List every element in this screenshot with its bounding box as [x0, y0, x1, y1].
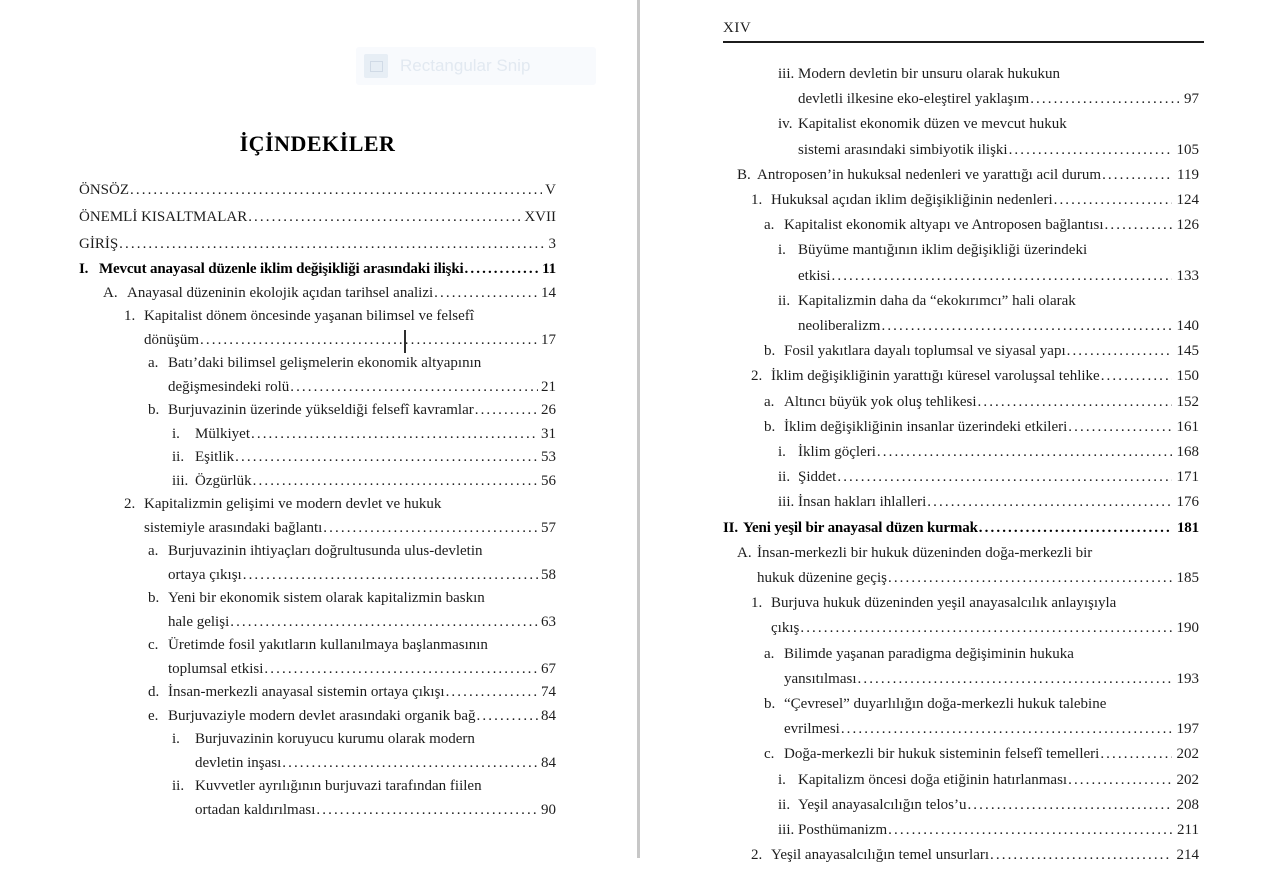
toc-entry-text: Modern devletin bir unsuru olarak hukukun	[798, 66, 1061, 82]
toc-entry-marker: iii.	[778, 66, 795, 82]
toc-entry-marker: e.	[148, 707, 159, 724]
toc-entry-page: 171	[1176, 469, 1199, 486]
toc-entry-page: 202	[1176, 771, 1199, 788]
toc-entry	[764, 415, 1199, 440]
toc-entry-text2: değişmesindeki rolü	[168, 378, 290, 395]
toc-page-left	[79, 0, 556, 822]
dot-leader	[881, 314, 1171, 339]
dot-leader	[990, 843, 1171, 868]
toc-page-right	[723, 0, 1199, 869]
toc-entry	[148, 705, 556, 729]
toc-entry-marker: 2.	[751, 847, 763, 864]
toc-entry-page: 56	[541, 472, 556, 489]
toc-entry-text: Burjuva hukuk düzeninden yeşil anayasalcılık anlayışıyla	[771, 595, 1117, 612]
toc-entry-text: Yeni yeşil bir anayasal düzen kurmak	[743, 519, 978, 536]
toc-entry-marker: 1.	[751, 192, 763, 209]
dot-leader	[465, 258, 540, 282]
toc-entry-text: Bilimde yaşanan paradigma değişiminin hukuka	[784, 645, 1074, 662]
toc-entry-page: 17	[541, 331, 556, 348]
toc-entry-text: Posthümanizm	[798, 822, 888, 839]
toc-entry-marker: 1.	[751, 595, 763, 612]
toc-entry-page: 193	[1176, 670, 1199, 687]
toc-entry	[737, 163, 1199, 188]
dot-leader	[477, 705, 538, 729]
toc-entry-marker: b.	[764, 343, 776, 360]
toc-entry-marker: ii.	[172, 449, 185, 465]
toc-entry-marker: A.	[737, 544, 752, 561]
toc-entry	[172, 446, 556, 470]
toc-entry-text: Burjuvazinin üzerinde yükseldiği felsefî kavramlar	[168, 402, 474, 418]
toc-entry-text: Kapitalist dönem öncesinde yaşanan bilimsel ve felsefî	[144, 308, 474, 324]
toc-entry-page: 190	[1176, 620, 1199, 637]
toc-entry-text: Kapitalist ekonomik düzen ve mevcut hukuk	[798, 116, 1067, 133]
toc-entry	[79, 177, 556, 204]
toc-entry	[723, 516, 1199, 541]
page-divider	[637, 0, 640, 858]
toc-entry-marker: i.	[172, 731, 180, 747]
dot-leader	[446, 681, 538, 705]
dot-leader	[800, 616, 1171, 641]
toc-entry	[79, 204, 556, 231]
toc-entry-page: 168	[1176, 444, 1199, 461]
toc-entry-text: Eşitlik	[195, 449, 235, 465]
toc-entry	[764, 339, 1199, 364]
toc-entry-page: 84	[541, 707, 556, 724]
toc-entry-marker: i.	[778, 444, 786, 461]
dot-leader	[888, 818, 1172, 843]
dot-leader	[282, 752, 538, 776]
toc-entry-marker: a.	[764, 645, 775, 662]
dot-leader	[888, 566, 1172, 591]
toc-entry-text2: dönüşüm	[144, 331, 200, 348]
toc-entry-marker: ii.	[778, 469, 791, 486]
toc-entry	[751, 364, 1199, 389]
toc-entry-text: İklim göçleri	[798, 444, 876, 461]
toc-entry-page: 105	[1176, 141, 1199, 158]
text-cursor	[404, 330, 406, 353]
toc-entry-page: XVII	[524, 209, 556, 225]
toc-entry-marker: i.	[778, 771, 786, 788]
toc-entry-marker: iii.	[172, 472, 189, 489]
toc-entry	[148, 681, 556, 705]
toc-entry	[148, 540, 556, 587]
toc-entry-text: Altıncı büyük yok oluş tehlikesi	[784, 393, 977, 410]
toc-entry	[764, 642, 1199, 692]
dot-leader	[837, 465, 1171, 490]
page-number-header: XIV	[723, 20, 1204, 43]
toc-entry	[751, 591, 1199, 641]
dot-leader	[323, 517, 538, 541]
dot-leader	[1054, 188, 1172, 213]
dot-leader	[253, 470, 538, 494]
toc-entry-text: Üretimde fosil yakıtların kullanılmaya başlanmasının	[168, 637, 488, 653]
toc-entry-page: 53	[541, 449, 556, 465]
toc-entry-marker: ii.	[778, 796, 791, 813]
toc-entry-marker: A.	[103, 284, 118, 301]
toc-entry-text: Kapitalizmin gelişimi ve modern devlet ve hukuk	[144, 496, 442, 512]
dot-leader	[230, 611, 538, 635]
toc-entry-text: İklim değişikliğinin insanlar üzerindeki etkileri	[784, 418, 1068, 435]
dot-leader	[119, 231, 545, 258]
toc-entry	[172, 775, 556, 822]
toc-entry-marker: a.	[148, 355, 159, 371]
toc-entry-text: Şiddet	[798, 469, 837, 486]
toc-entry-page: 150	[1176, 368, 1199, 385]
dot-leader	[1100, 742, 1171, 767]
toc-entry-text: Büyüme mantığının iklim değişikliği üzerindeki	[798, 242, 1088, 259]
toc-entry-text: Mülkiyet	[195, 425, 250, 442]
dot-leader	[130, 177, 542, 204]
toc-entry-text: Yeşil anayasalcılığın temel unsurları	[771, 847, 990, 864]
toc-entry-marker: i.	[778, 242, 786, 259]
toc-entry-marker: I.	[79, 261, 89, 277]
toc-entry-text2: devletin inşası	[195, 754, 282, 771]
toc-entry-text: ÖNSÖZ	[79, 182, 130, 198]
toc-entry-page: 126	[1176, 217, 1199, 234]
toc-entry	[124, 493, 556, 540]
toc-entry-page: 133	[1176, 267, 1199, 284]
dot-leader	[200, 329, 538, 353]
toc-entry-page: 124	[1176, 192, 1199, 209]
toc-entry-marker: c.	[148, 637, 159, 653]
toc-entry-text: Kapitalist ekonomik altyapı ve Antroposen bağlantısı	[784, 217, 1104, 234]
toc-entry-marker: b.	[764, 418, 776, 435]
toc-entry-text: Yeni bir ekonomik sistem olarak kapitalizmin baskın	[168, 590, 485, 606]
toc-entry	[172, 728, 556, 775]
dot-leader	[475, 399, 538, 423]
toc-entry-text2: sistemi arasındaki simbiyotik ilişki	[798, 141, 1008, 158]
toc-entry-text: Anayasal düzeninin ekolojik açıdan tarihsel analizi	[127, 284, 434, 301]
toc-entry-text2: sistemiyle arasındaki bağlantı	[144, 519, 323, 536]
toc-entry-text2: etkisi	[798, 267, 831, 284]
toc-entry-text2: hale gelişi	[168, 613, 230, 630]
toc-entry-page: 74	[541, 684, 556, 700]
toc-entry	[778, 793, 1199, 818]
toc-entry	[124, 305, 556, 352]
toc-entry-page: 97	[1184, 91, 1199, 108]
toc-entry	[751, 188, 1199, 213]
toc-entry-page: 152	[1176, 393, 1199, 410]
toc-entry-text: İnsan-merkezli bir hukuk düzeninden doğa-merkezli bir	[757, 544, 1093, 561]
toc-entry-marker: ii.	[172, 778, 185, 794]
toc-entry-text: Doğa-merkezli bir hukuk sisteminin felsefî temelleri	[784, 746, 1100, 763]
toc-entry	[778, 490, 1199, 515]
toc-entry	[778, 818, 1199, 843]
toc-entry-text: Burjuvazinin koruyucu kurumu olarak modern	[195, 731, 475, 747]
dot-leader	[235, 446, 538, 470]
toc-entry	[778, 62, 1199, 112]
dot-leader	[1067, 339, 1172, 364]
toc-entry	[778, 238, 1199, 288]
toc-entry	[751, 843, 1199, 868]
toc-entry-page: 14	[541, 284, 556, 301]
toc-front-matter	[79, 177, 556, 258]
dot-leader	[1068, 415, 1171, 440]
toc-entry	[737, 541, 1199, 591]
toc-entry-marker: iv.	[778, 116, 793, 133]
toc-entry-page: 31	[541, 425, 556, 442]
toc-entry	[148, 399, 556, 423]
toc-entry	[778, 465, 1199, 490]
toc-entry-page: V	[545, 182, 556, 198]
toc-entry-text: Hukuksal açıdan iklim değişikliğinin nedenleri	[771, 192, 1053, 209]
toc-entry-text: İklim değişikliğinin yarattığı küresel varoluşsal tehlike	[771, 368, 1100, 385]
toc-entry-page: 145	[1176, 343, 1199, 360]
dot-leader	[316, 799, 538, 823]
toc-entry-text2: devletli ilkesine eko-eleştirel yaklaşım	[798, 91, 1030, 108]
toc-entry-page: 21	[541, 378, 556, 395]
toc-entry-marker: B.	[737, 166, 751, 183]
toc-entry-page: 57	[541, 519, 556, 536]
toc-entry-page: 67	[541, 660, 556, 677]
dot-leader	[832, 264, 1172, 289]
dot-leader	[1068, 768, 1171, 793]
toc-entry-text: Burjuvazinin ihtiyaçları doğrultusunda ulus-devletin	[168, 543, 483, 559]
snip-toast-label: Rectangular Snip	[400, 56, 531, 75]
toc-title: İÇİNDEKİLER	[239, 131, 396, 156]
toc-entry-text: Fosil yakıtlara dayalı toplumsal ve siyasal yapı	[784, 343, 1066, 360]
toc-entry-text2: hukuk düzenine geçiş	[757, 570, 887, 587]
toc-entry-page: 211	[1177, 822, 1199, 839]
toc-entry-text: Yeşil anayasalcılığın telos’u	[798, 796, 967, 813]
toc-entry-text2: toplumsal etkisi	[168, 660, 264, 677]
dot-leader	[1102, 163, 1172, 188]
toc-entry-marker: iii.	[778, 822, 795, 839]
toc-entry-text: İnsan hakları ihlalleri	[798, 494, 927, 511]
toc-entry-marker: iii.	[778, 494, 795, 511]
toc-entry-marker: b.	[148, 402, 160, 418]
toc-entry-text: “Çevresel” duyarlılığın doğa-merkezli hukuk talebine	[784, 696, 1107, 713]
toc-entry-text: Batı’daki bilimsel gelişmelerin ekonomik altyapının	[168, 355, 482, 371]
toc-entry-text2: neoliberalizm	[798, 318, 881, 335]
toc-entry	[172, 423, 556, 447]
toc-entry	[172, 470, 556, 494]
toc-entry	[778, 768, 1199, 793]
toc-entry-text2: çıkış	[771, 620, 800, 637]
dot-leader	[967, 793, 1171, 818]
toc-entry	[148, 587, 556, 634]
toc-entry-page: 26	[541, 402, 556, 418]
toc-entry	[764, 742, 1199, 767]
toc-entry-page: 84	[541, 754, 556, 771]
toc-entry-text: Kapitalizm öncesi doğa etiğinin hatırlanması	[798, 771, 1068, 788]
toc-entry-page: 208	[1176, 796, 1199, 813]
toc-entry-marker: d.	[148, 684, 160, 700]
toc-entry-marker: 2.	[751, 368, 763, 385]
toc-entry-page: 90	[541, 801, 556, 818]
toc-entry-page: 161	[1176, 418, 1199, 435]
toc-entry-text: GİRİŞ	[79, 236, 119, 252]
dot-leader	[877, 440, 1172, 465]
toc-entry-text: Kapitalizmin daha da “ekokırımcı” hali olarak	[798, 292, 1076, 309]
toc-entry-text: Mevcut anayasal düzenle iklim değişikliği arasındaki ilişki	[99, 261, 464, 277]
toc-entry	[79, 231, 556, 258]
toc-entry	[778, 289, 1199, 339]
toc-entry-text2: yansıtılması	[784, 670, 857, 687]
dot-leader	[927, 490, 1171, 515]
toc-entry	[778, 112, 1199, 162]
toc-entry-page: 119	[1177, 166, 1199, 183]
toc-list	[79, 258, 556, 822]
toc-entry-marker: b.	[148, 590, 160, 606]
dot-leader	[243, 564, 538, 588]
dot-leader	[841, 717, 1172, 742]
toc-entry-page: 58	[541, 566, 556, 583]
toc-entry-page: 176	[1176, 494, 1199, 511]
toc-entry-marker: a.	[764, 393, 775, 410]
dot-leader	[1101, 364, 1172, 389]
toc-entry	[764, 213, 1199, 238]
toc-entry	[148, 634, 556, 681]
dot-leader	[858, 667, 1172, 692]
toc-entry	[103, 282, 556, 306]
toc-entry-marker: ii.	[778, 292, 791, 309]
toc-entry-marker: b.	[764, 696, 776, 713]
toc-entry	[764, 692, 1199, 742]
toc-entry-marker: II.	[723, 519, 738, 536]
toc-entry-text: Kuvvetler ayrılığının burjuvazi tarafından fiilen	[195, 778, 482, 794]
toc-entry-page: 202	[1176, 746, 1199, 763]
toc-entry-marker: a.	[764, 217, 775, 234]
toc-entry-page: 11	[542, 261, 556, 277]
dot-leader	[434, 282, 538, 306]
toc-entry	[764, 390, 1199, 415]
toc-entry-page: 185	[1176, 570, 1199, 587]
toc-entry-text2: evrilmesi	[784, 721, 840, 738]
toc-entry-text2: ortadan kaldırılması	[195, 801, 316, 818]
toc-entry-marker: 2.	[124, 496, 136, 512]
toc-entry-marker: c.	[764, 746, 775, 763]
toc-entry-marker: a.	[148, 543, 159, 559]
toc-list	[723, 62, 1199, 869]
toc-entry	[148, 352, 556, 399]
toc-entry-page: 214	[1176, 847, 1199, 864]
dot-leader	[264, 658, 538, 682]
toc-entry-text: Burjuvaziyle modern devlet arasındaki organik bağ	[168, 707, 476, 724]
toc-entry-text: Antroposen’in hukuksal nedenleri ve yarattığı acil durum	[757, 166, 1102, 183]
toc-entry-marker: 1.	[124, 308, 136, 324]
dot-leader	[1030, 87, 1179, 112]
dot-leader	[1105, 213, 1172, 238]
dot-leader	[248, 204, 521, 231]
toc-entry-text2: ortaya çıkışı	[168, 566, 242, 583]
toc-entry-page: 3	[548, 236, 556, 252]
toc-entry-page: 181	[1176, 519, 1199, 536]
toc-entry-text: İnsan-merkezli anayasal sistemin ortaya çıkışı	[168, 684, 445, 700]
dot-leader	[978, 390, 1172, 415]
dot-leader	[1009, 138, 1172, 163]
dot-leader	[251, 423, 538, 447]
dot-leader	[979, 516, 1172, 541]
toc-entry-page: 197	[1176, 721, 1199, 738]
toc-entry-page: 63	[541, 613, 556, 630]
toc-entry-text: ÖNEMLİ KISALTMALAR	[79, 209, 248, 225]
toc-entry-page: 140	[1176, 318, 1199, 335]
toc-entry	[778, 440, 1199, 465]
toc-entry-marker: i.	[172, 425, 180, 442]
toc-entry	[79, 258, 556, 282]
dot-leader	[290, 376, 538, 400]
toc-entry-text: Özgürlük	[195, 472, 252, 489]
